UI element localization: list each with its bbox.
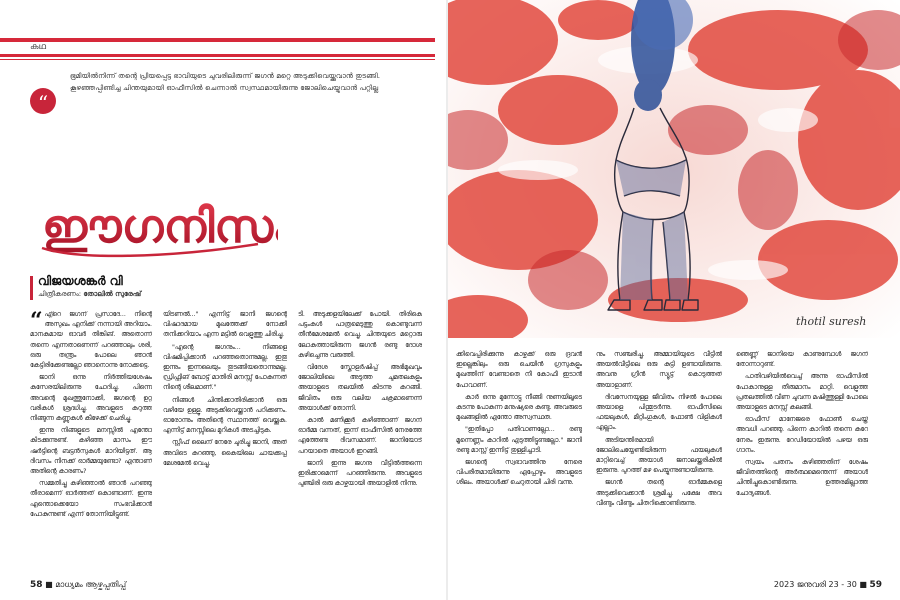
paragraph: ജാനി ഒന്നു നിർത്തിയശേഷം കസേരയിലിരുന്നു ചോദിച്ചു. പിന്നെ അവന്റെ മുഖത്തുനോക്കി, ജഗന്റെ ഉറ്റ വരികൾ ശ്രദ്ധിച്ചു. അവളുടെ കറുത്ത നിങ്ങുന്ന കണ്ണുകൾ കീഴേക്ക് ചെരിച്ചു.: [30, 374, 152, 423]
text-column-3: [298, 310, 422, 572]
author-name: വിജയശങ്കർ വി: [38, 274, 123, 288]
paragraph: പാതിവഴിയിൽവെച്ച് അന്നു ഓഫീസിൽ പോകാനുള്ള തീരുമാനം മാറ്റി. വെളുത്ത പ്രതലത്തിൽ വീണ ചുവന്ന മഷിത്തുള്ളി പോലെ അയാളുടെ മനസ്സ് കലങ്ങി.: [736, 373, 868, 412]
illustrator-credit: [38, 290, 141, 299]
paragraph: "ഇതിപ്പോ പതിവാണല്ലോ... രണ്ടു മൂന്നെണ്ണം കാറിൽ എടുത്തിട്ടുണ്ടല്ലോ." ജാനി രണ്ടു മാസ്റ്റ് ഇന്നിട്ട് തുള്ളിച്ചാടി.: [456, 426, 582, 454]
page-number-left: 58: [30, 580, 43, 590]
issue-date: 2023 ജനുവരി 23 - 30: [773, 580, 857, 589]
text-column-1: [30, 310, 152, 572]
artist-signature: thotil suresh: [796, 315, 867, 328]
paragraph: സ്വയം പതനം കഴിഞ്ഞതിന് ശേഷം ജീവിതത്തിന്റെ അർത്ഥമെന്തെന്ന് അയാൾ ചിന്തിച്ചുകൊണ്ടിരുന്നു. ഉത്തരമില്ലാത്ത ചോദ്യങ്ങൾ.: [736, 459, 868, 497]
text-column-2: [163, 310, 287, 572]
paragraph: ജഗൻ തന്റെ ഓർമ്മകളെ അടുക്കിവെക്കാൻ ശ്രമിച്ചു. പക്ഷേ അവ വീണ്ടും വീണ്ടും ചിതറിക്കൊണ്ടിരുന്നു.: [596, 479, 722, 507]
paragraph: ഇന്നു നിങ്ങളുടെ മനസ്സിൽ എന്തോ കിടക്കുന്നുണ്ട്. കഴിഞ്ഞ മാസം ഈ ഷർട്ടിന്റെ ബട്ടൻസുകൾ മാറിയിട്ടത്. ആ ദിവസം നിനക്ക് ഓർമ്മയുണ്ടോ? എന്താണ് അതിന്റെ കാരണം?: [30, 427, 152, 476]
paragraph: ഓഫീസ് മാനേജരെ ഫോൺ ചെയ്ത് അവധി പറഞ്ഞു. പിന്നെ കാറിൽ തന്നെ കുറേ നേരം ഇരുന്നു. റേഡിയോയിൽ പഴയ ഒരു ഗാനം.: [736, 416, 868, 454]
lead-text: ഭൂമിയിൽനിന്ന് തന്റെ പ്രിയപ്പെട്ട ഭാവിയുടെ ചുവരിലിരുന്ന് ജഗൻ മറ്റെ അടുക്കിവെയ്ക്കുവാൻ തുടങ്ങി. കൂഴഞ്ഞപ്പിണ്ടിച്ച ചിന്തയുമായി ഓഫീസിൽ ചെന്നാൽ സ്വസ്ഥമായിരുന്നു ജോലിചെയ്യുവാൻ പറ്റില്ല: [70, 71, 380, 92]
illustration: [448, 0, 900, 338]
author-bar: [30, 276, 33, 300]
magazine-name: മാധ്യമം ആഴ്ചപ്പതിപ്പ്: [55, 580, 127, 589]
section-rule-top: [0, 38, 435, 42]
paragraph: വിദേശ സ്കോളർഷിപ്പ് അഭിമുഖവും ജോലിയിലെ അടുത്ത ചുമതലകളും അയാളുടെ തലയിൽ കിടന്നു കറങ്ങി. ജീവിതം ഒരു വലിയ ചക്രമാണെന്ന് അയാൾക്ക് തോന്നി.: [298, 364, 422, 412]
paragraph: “ എ്റെ ജഗന് പ്രസാദേ... നിന്റെ അസുഖം എനിക്ക് നന്നായി അറിയാം. മാനകമായ ഓവർ തിങ്കിങ്. അതൊന്ന് തന്നെ എന്നതാണെന്ന് പറഞ്ഞാലും ശരി, ഒരു തന്ത്രം പോലെ ഞാൻ കേട്ടിരിക്കേണ്ടല്ലോ ഞാനൊന്നു നോക്കട്ടെ.: [30, 310, 152, 370]
paragraph: ജഗന്റെ സ്വഭാവത്തിനു നേരെ വിപരീതമായിരുന്നു എപ്പോഴും അവളുടെ ശീലം. അയാൾക്ക് ചെറുതായി ചിരി വന്നു.: [456, 459, 582, 487]
paragraph: സമ്മതിച്ചു കഴിഞ്ഞാൽ ഞാൻ പറഞ്ഞു തീരാമെന്ന് ഓർത്തത് കൊണ്ടാണ്. ഇന്നു എന്തൊക്കെയോ സംഭവിക്കാൻ പോകുന്നുണ്ട് എന്ന് തോന്നിയിട്ടുണ്ട്.: [30, 480, 152, 518]
story-title-text: ഈഗനിസം: [42, 199, 278, 253]
paragraph: അടിയന്തിരമായി ജോലിചെയ്യേണ്ടിയിരുന്ന ഫയലുകൾ മാറ്റിവെച്ച് അയാൾ ജനാലയ്ക്കരികിൽ ഇരുന്നു. പുറത്ത് മഴ പെയ്യുന്നുണ്ടായിരുന്നു.: [596, 436, 722, 475]
section-rule-thin: [0, 59, 435, 60]
paragraph: ടി. അടുക്കളയിലേക്ക് പോയി. തിരികെ പട്ടംകൾ പാത്രമെടുത്തു കൊണ്ടുവന്ന് തീൻമേശമേൽ വെച്ചു. ചിന്തയുടെ മറ്റൊരു ലോകത്തായിരുന്ന ജഗൻ രണ്ടു ദോശ കഴിച്ചെന്നു വരുത്തി.: [298, 311, 422, 359]
quote-icon: “: [30, 88, 56, 114]
footer-left: [30, 580, 126, 590]
right-page: [448, 0, 900, 600]
paragraph: യിടണൽ..." എന്നിട്ട് ജാനി ജഗന്റെ വിഷാദമായ മുഖത്തേക്ക് നോക്കി തനിക്കറിയാം എന്ന മട്ടിൽ വെളുത്തു ചിരിച്ചു.: [163, 311, 287, 339]
paragraph: ക്കിവെപ്പിരിക്കുന്നു കാഴ്ചക്ക് ഒരു ദ്രവൻ ഇല്ലെങ്കിലും ഒരു ചെയിൻ ഗ്രസുകളും മുഖത്തിന് വേണ്ടാതെ നീ കോഫീ ഇടാൻ പോവാണ്.: [456, 351, 582, 389]
footer-separator: ■: [859, 580, 870, 589]
text-column-5: [596, 350, 722, 572]
paragraph: കാർ ഒന്നു മുന്നോട്ടു നീങ്ങി നുണയിലൂടെ കടന്നു പോകുന്ന മനുഷ്യരെ കണ്ടു. അവരുടെ മുഖങ്ങളിൽ എന്തോ അസ്വസ്ഥത.: [456, 393, 582, 422]
section-rule-bottom: [0, 54, 435, 57]
footer-separator: ■: [45, 580, 56, 589]
story-title: [38, 194, 278, 268]
left-page: [0, 0, 448, 600]
paragraph: നും സഞ്ചരിച്ചു. അമ്മായിയുടെ വീട്ടിൽ അയൽവീട്ടിലെ ഒരു കുട്ടി ഉണ്ടായിരുന്നു. അവനു ഗ്രീൻ സ്യൂട്ട് കൊടുത്തത് അയാളാണ്.: [596, 351, 722, 389]
paragraph: കാൽ മണിക്കൂർ കഴിഞ്ഞാണ് ജഗന് ഓർമ്മ വന്നത്, ഇന്ന് ഓഫീസിൽ നേരത്തേ എത്തേണ്ട ദിവസമാണ്. ജാനിയോട് പറയാതെ അയാൾ ഇറങ്ങി.: [298, 417, 422, 455]
footer-right: [774, 580, 882, 590]
illustrator-name: തോലിൽ സുരേഷ്: [83, 290, 142, 298]
text-column-4: [456, 350, 582, 572]
paragraph: "എന്റെ ജഗനും... നിങ്ങളെ വിഷമിപ്പിക്കാൻ പറഞ്ഞതൊന്നുമല്ല. ഇതു ഇന്നും ഇന്നലെയും തുടങ്ങിയതൊന്നുമല്ല. ഡ്രിഫ്റ്റിങ് ബോട്ട് മാതിരി മനസ്സ് പോകുന്നത് നിന്റെ ശീലമാണ്.": [163, 343, 287, 392]
paragraph: നിങ്ങൾ ചിന്തിക്കാതിരിക്കാൻ ഒരു വഴിയേ ഉള്ളൂ. അടുക്കിവെയ്ക്കാൻ പഠിക്കണം. ഓരോന്നും അതിന്റെ സ്ഥാനത്ത് വെയ്ക്കുക. എന്നിട്ട് മനസ്സിലെ മുറികൾ അടച്ചിടുക.: [163, 396, 287, 435]
paragraph: ജാനി ഇന്നു ജഗനു വീട്ടിൽത്തന്നെ ഇരിക്കാമെന്ന് പറഞ്ഞിരുന്നു. അവളുടെ പുഞ്ചിരി ഒരു കാഴ്ചയായി അയാളിൽ നിന്നു.: [298, 459, 422, 488]
section-tag: കഥ: [30, 42, 46, 52]
paragraph: സ്റ്റീഫ് ലൈന് നേരേ ചുരിച്ചു ജാനി, അത് അവിടെ കുറഞ്ഞു, കൈയിലെ ചായക്കപ്പ് മേശമേൽ വെച്ചു.: [163, 439, 287, 467]
text-column-6: [736, 350, 868, 572]
drop-cap: “: [30, 310, 43, 334]
watercolor-illustration: [448, 0, 900, 338]
illustrator-label: ചിത്രീകരണം:: [38, 290, 82, 298]
story-title-art: [38, 194, 278, 264]
paragraph: ദിവസേനയുള്ള ജീവിതം നിഴൽ പോലെ അയാളെ പിന്തുടർന്നു. ഓഫീസിലെ ഫയലുകൾ, മീറ്റിംഗുകൾ, ഫോൺ വിളികൾ എല്ലാം.: [596, 393, 722, 432]
paragraph: ഞെണ്ണ് ജാനിയെ കാണുമ്പോൾ ജഗന് തോന്നാറുണ്ട്.: [736, 351, 868, 369]
page-number-right: 59: [869, 580, 882, 590]
